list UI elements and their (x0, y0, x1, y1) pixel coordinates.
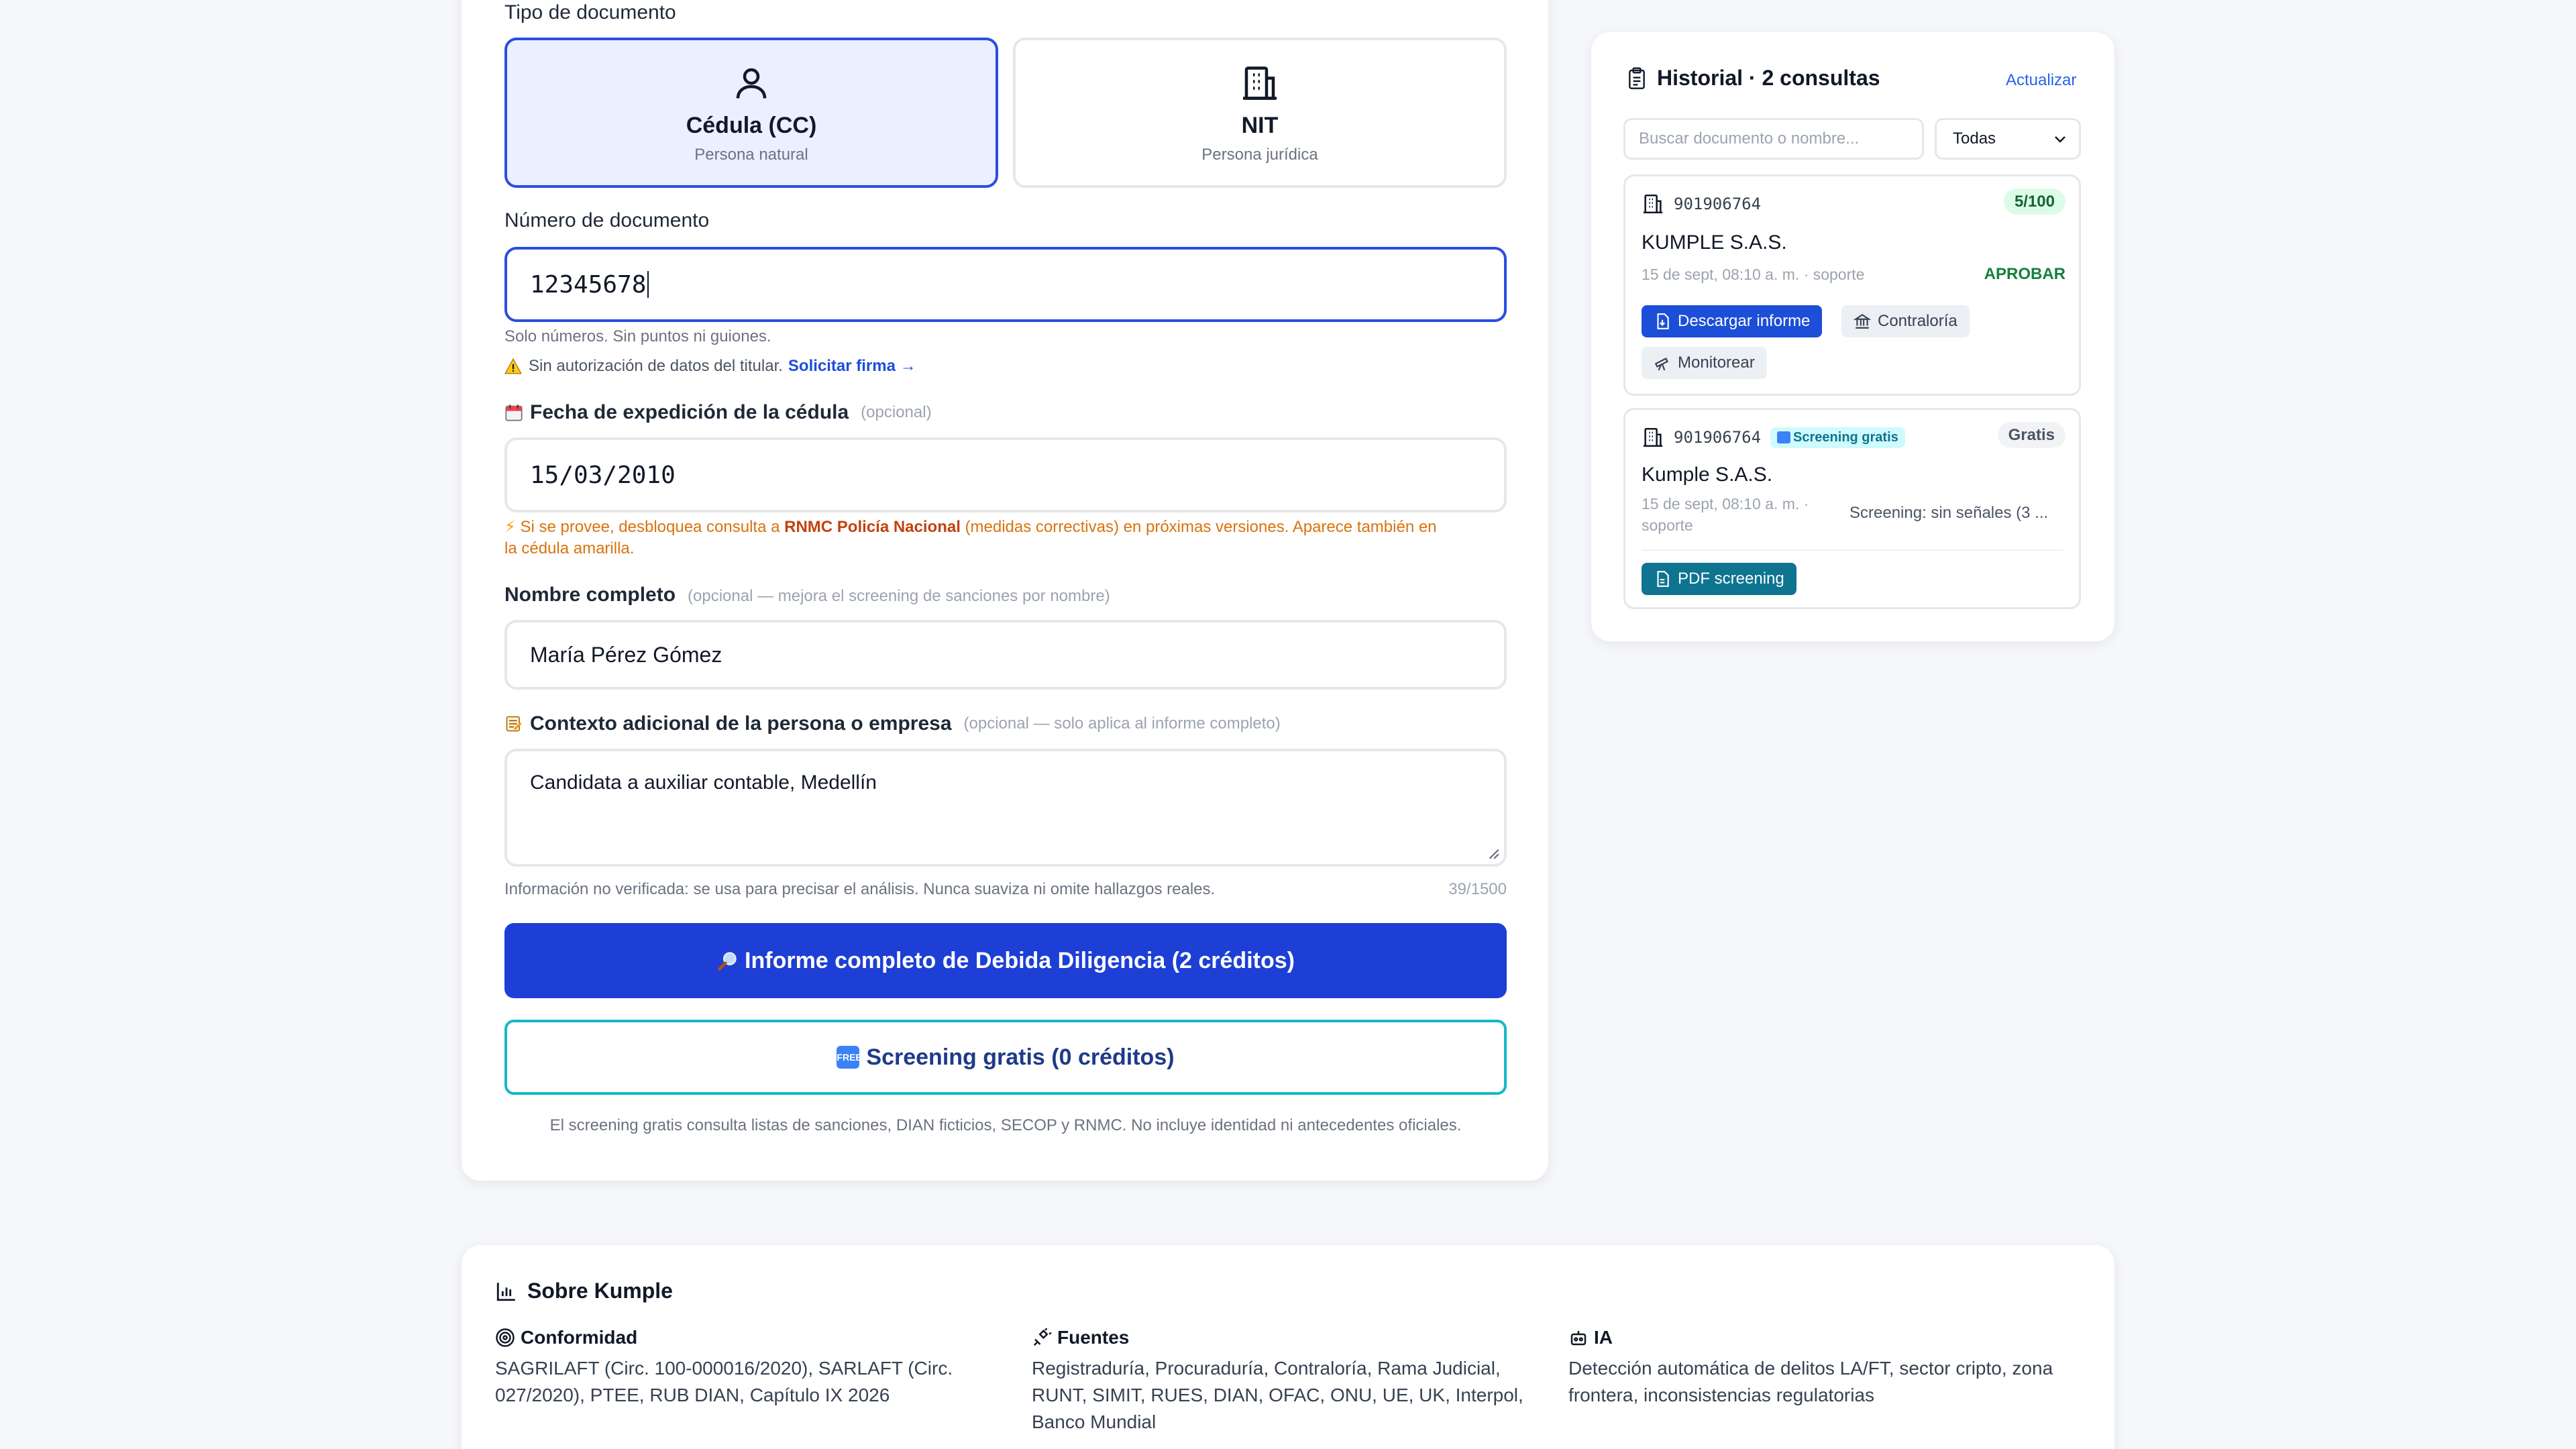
history-item-doc: 901906764 (1674, 195, 1762, 213)
full-report-button[interactable] (504, 923, 1507, 998)
pdf-screening-button[interactable] (1642, 563, 1796, 595)
request-signature-link[interactable]: Solicitar firma → (788, 357, 916, 375)
about-column (1032, 1327, 1555, 1436)
doc-number-label: Número de documento (504, 209, 710, 231)
doc-type-nit-option[interactable] (1013, 38, 1507, 188)
document-form-card (462, 0, 1548, 1181)
history-item-doc-row (1642, 193, 1761, 215)
date-value: 15/03/2010 (530, 461, 676, 489)
free-icon (1777, 431, 1790, 443)
doc-type-cc-title: Cédula (CC) (686, 113, 817, 138)
context-label: Contexto adicional de la persona o empresa (530, 712, 952, 735)
name-label-row (504, 584, 1110, 606)
rnmc-note (504, 517, 1511, 559)
memo-icon (504, 714, 523, 733)
screening-tag (1770, 427, 1905, 448)
lightning-icon: ⚡ (504, 518, 516, 536)
free-badge: Gratis (1998, 422, 2065, 448)
auth-warning-text: Sin autorización de datos del titular. (529, 357, 783, 375)
doc-number-help: Solo números. Sin puntos ni guiones. (504, 327, 771, 345)
clipboard-icon (1626, 66, 1648, 91)
magnifier-icon (716, 949, 739, 972)
person-icon (731, 63, 771, 103)
doc-type-label: Tipo de documento (504, 1, 676, 23)
context-textarea[interactable] (504, 749, 1507, 867)
target-icon (495, 1328, 515, 1348)
file-icon (1654, 570, 1671, 588)
pdf-screening-label: PDF screening (1678, 570, 1784, 588)
context-label-row (504, 712, 1281, 735)
warning-icon (504, 358, 522, 374)
free-screening-label: Screening gratis (0 créditos) (866, 1044, 1175, 1070)
bar-chart-icon (495, 1280, 518, 1303)
history-card (1591, 32, 2114, 641)
screening-footer-note: El screening gratis consulta listas de sanciones, DIAN ficticios, SECOP y RNMC. No incluye identidad ni antecedentes oficiales. (549, 1116, 1462, 1134)
history-item-meta: 15 de sept, 08:10 a. m. · soporte (1642, 266, 1865, 283)
history-item-meta-line2: soporte (1642, 517, 1693, 534)
building-icon (1642, 426, 1664, 449)
text-caret (647, 271, 649, 298)
context-help: Información no verificada: se usa para precisar el análisis. Nunca suaviza ni omite hallazgos reales. (504, 880, 1216, 898)
monitor-button[interactable] (1642, 347, 1767, 379)
refresh-link[interactable]: Actualizar (2006, 71, 2077, 89)
doc-number-input[interactable] (504, 247, 1507, 322)
monitor-label: Monitorear (1678, 354, 1755, 372)
full-report-label: Informe completo de Debida Diligencia (2 créditos) (745, 947, 1295, 973)
doc-type-cc-subtitle: Persona natural (694, 146, 808, 164)
history-item-meta-line1: 15 de sept, 08:10 a. m. · (1642, 495, 1809, 513)
history-header (1626, 66, 1880, 91)
auth-warning-row (504, 357, 916, 376)
about-column-text: Detección automática de delitos LA/FT, sector cripto, zona frontera, inconsistencias regulatorias (1568, 1358, 2053, 1405)
history-search-input[interactable] (1623, 118, 1924, 160)
rnmc-note-pre: Si se provee, desbloquea consulta a (520, 518, 780, 536)
history-item-name: KUMPLE S.A.S. (1642, 231, 1787, 254)
calendar-icon (504, 403, 523, 422)
telescope-icon (1654, 354, 1671, 372)
doc-type-nit-subtitle: Persona jurídica (1201, 146, 1318, 164)
date-optional: (opcional) (861, 403, 932, 421)
history-item-doc-row (1642, 426, 1905, 449)
history-search-placeholder: Buscar documento o nombre... (1639, 129, 1860, 148)
full-name-input[interactable] (504, 620, 1507, 690)
rnmc-note-bold: RNMC Policía Nacional (784, 518, 961, 536)
rnmc-note-line2: la cédula amarilla. (504, 539, 635, 557)
history-filter-value: Todas (1953, 129, 1996, 148)
about-column (495, 1327, 1005, 1409)
about-column-text: Registraduría, Procuraduría, Contraloría, Rama Judicial, RUNT, SIMIT, RUES, DIAN, OFAC, ONU, UE, UK, Interpol, Banco Mundial (1032, 1358, 1523, 1432)
rnmc-note-post: (medidas correctivas) en próximas versiones. Aparece también en (965, 518, 1437, 536)
screening-result: Screening: sin señales (3 ... (1849, 504, 2049, 522)
about-title: Sobre Kumple (527, 1279, 673, 1303)
divider (1642, 549, 2063, 551)
resize-handle-icon[interactable] (1485, 845, 1500, 860)
about-column-title: IA (1594, 1327, 1613, 1348)
download-report-button[interactable] (1642, 305, 1822, 337)
about-column-text: SAGRILAFT (Circ. 100-000016/2020), SARLAFT (Circ. 027/2020), PTEE, RUB DIAN, Capítulo IX 2026 (495, 1358, 953, 1405)
date-label-row (504, 401, 932, 424)
score-badge: 5/100 (2004, 189, 2065, 215)
doc-number-value: 12345678 (530, 270, 647, 299)
history-item[interactable] (1623, 408, 2081, 609)
context-optional: (opcional — solo aplica al informe completo) (963, 714, 1281, 733)
contraloria-label: Contraloría (1878, 312, 1957, 330)
building-icon (1642, 193, 1664, 215)
contraloria-button[interactable] (1841, 305, 1970, 337)
about-header (495, 1279, 673, 1303)
about-column (1568, 1327, 2092, 1409)
history-item[interactable] (1623, 174, 2081, 396)
history-item-meta (1642, 493, 1809, 536)
context-char-count: 39/1500 (1448, 880, 1507, 898)
free-screening-button[interactable] (504, 1020, 1507, 1095)
about-column-title: Conformidad (521, 1327, 638, 1348)
verdict-label: APROBAR (1984, 265, 2065, 283)
full-name-value: María Pérez Gómez (530, 642, 722, 667)
name-label: Nombre completo (504, 584, 676, 606)
context-value: Candidata a auxiliar contable, Medellín (530, 771, 877, 794)
satellite-icon (1032, 1328, 1052, 1348)
free-icon: FREE (837, 1046, 859, 1069)
doc-type-cc-option[interactable] (504, 38, 998, 188)
bank-icon (1854, 313, 1871, 330)
history-item-name: Kumple S.A.S. (1642, 464, 1773, 486)
history-title: Historial · 2 consultas (1657, 66, 1880, 90)
file-download-icon (1654, 313, 1671, 330)
about-card (462, 1245, 2114, 1449)
history-item-doc: 901906764 (1674, 428, 1762, 447)
download-report-label: Descargar informe (1678, 312, 1811, 330)
building-icon (1240, 63, 1280, 103)
doc-type-nit-title: NIT (1241, 113, 1279, 138)
date-label: Fecha de expedición de la cédula (530, 401, 849, 423)
date-input[interactable] (504, 437, 1507, 513)
robot-icon (1568, 1328, 1589, 1348)
history-filter-select[interactable] (1935, 118, 2081, 160)
about-column-title: Fuentes (1057, 1327, 1130, 1348)
name-optional: (opcional — mejora el screening de sanciones por nombre) (688, 587, 1110, 605)
screening-tag-label: Screening gratis (1793, 429, 1898, 445)
chevron-down-icon (2053, 135, 2067, 144)
